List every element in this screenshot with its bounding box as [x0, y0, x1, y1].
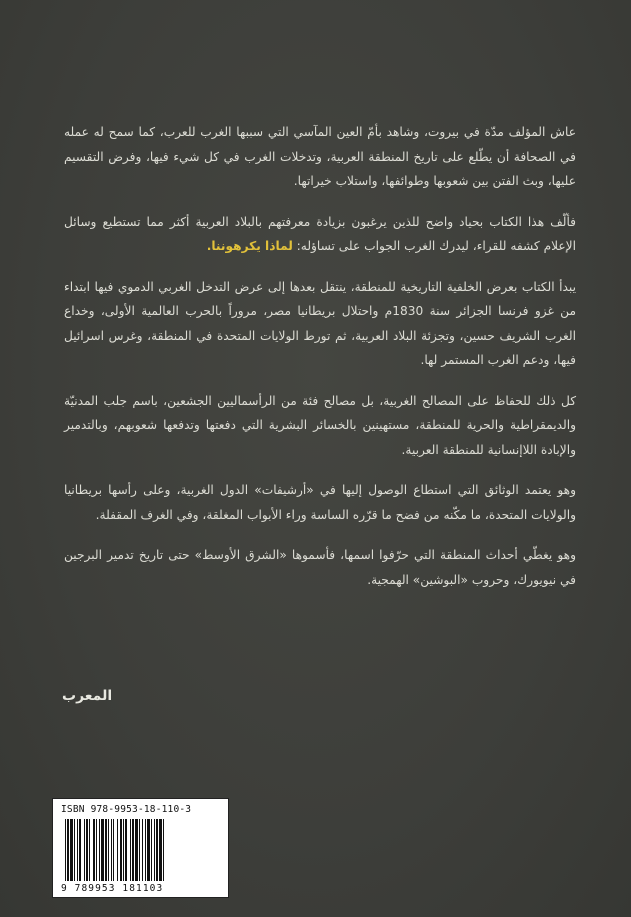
paragraph-3: يبدأ الكتاب بعرض الخلفية التاريخية للمنطقة، ينتقل بعدها إلى عرض التدخل الغربي الدموي فيها ابتداء من غزو فرنسا الجزائر سنة 1830م واحتلال بريطانيا مصر، مروراً بالحرب العالمية الأولى، وخداع الغرب الشريف حسين، وتجزئة البلاد العربية، ثم تورط الولايات المتحدة في المنطقة، وغرس اسرائيل فيها، ودعم الغرب المستمر لها. [64, 279, 576, 367]
paragraph-6: وهو يغطّي أحداث المنطقة التي حرّفوا اسمها، فأسموها «الشرق الأوسط» حتى تاريخ تدمير البرجين في نيويورك، وحروب «البوشين» الهمجية. [64, 548, 576, 587]
paragraph-4: كل ذلك للحفاظ على المصالح الغربية، بل مصالح فئة من الرأسماليين الجشعين، باسم جلب المدنيّة والديمقراطية والحرية للمنطقة، مستهينين بالخسائر البشرية التي دفعتها وتدفعها شعوبهم، وبالتدمير والإبادة اللاإنسانية للمنطقة العربية. [64, 393, 576, 457]
isbn-digits: 9 789953 181103 [61, 883, 164, 894]
isbn-barcode [52, 798, 229, 898]
blurb-text [64, 120, 576, 608]
isbn-label: ISBN 978-9953-18-110-3 [61, 804, 192, 815]
highlight-question: لماذا يكرهوننا. [206, 239, 293, 253]
paragraph-5: وهو يعتمد الوثائق التي استطاع الوصول إليها في «أرشيفات» الدول الغربية، وعلى رأسها بريطانيا والولايات المتحدة، ما مكّنه من فضح ما قرّره الساسة وراء الأبواب المغلقة، وفي الغرف المقفلة. [64, 483, 576, 522]
publisher-name: المعرب [62, 688, 113, 704]
paragraph-2: فألّف هذا الكتاب بحياد واضح للذين يرغبون بزيادة معرفتهم بالبلاد العربية أكثر مما تستطيع وسائل الإعلام كشفه للقراء، ليدرك الغرب الجواب على تساؤله: لماذا يكرهوننا. [64, 214, 576, 253]
paragraph-1: عاش المؤلف مدّة في بيروت، وشاهد بأمّ العين المآسي التي سببها الغرب للعرب، كما سمح له عمله في الصحافة أن يطّلع على تاريخ المنطقة العربية، وتدخلات الغرب في كل شيء فيها، وفرض التقسيم عليها، وبث الفتن بين شعوبها وطوائفها، واستلاب خيراتها. [64, 125, 576, 188]
barcode-bars-icon [65, 819, 216, 881]
